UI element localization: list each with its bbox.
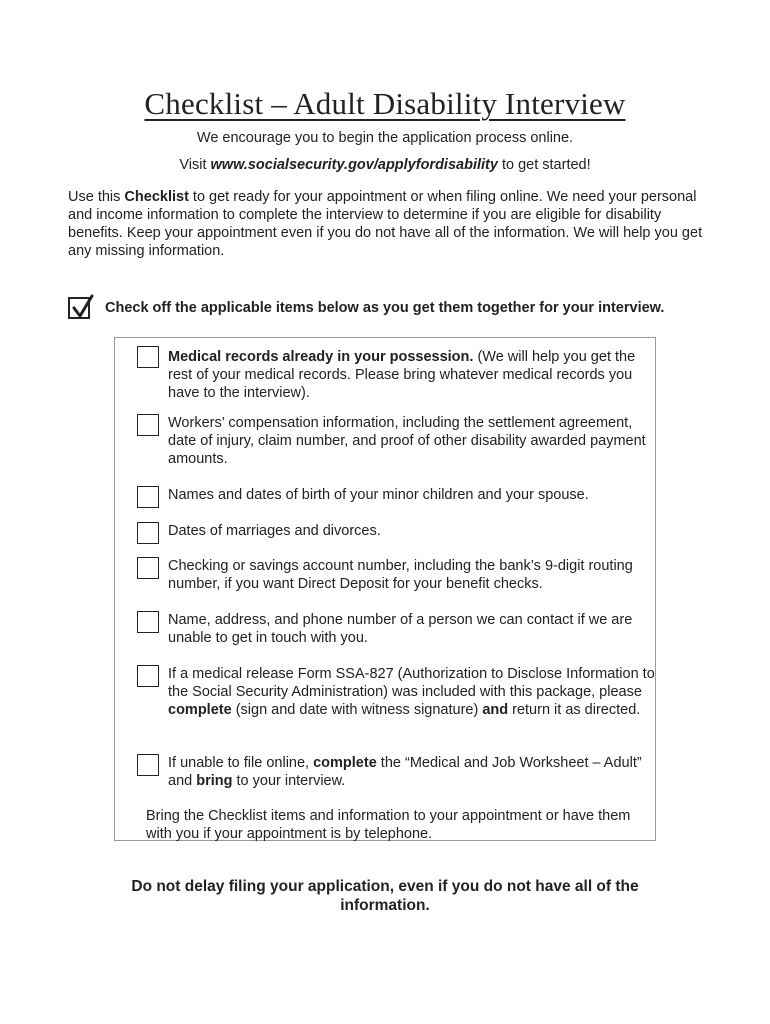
checklist-heading-text: Check off the applicable items below as you get them together for your interview. <box>105 300 665 316</box>
intro-visit-prefix: Visit <box>179 157 211 173</box>
checkbox-worksheet[interactable] <box>137 754 159 776</box>
checkbox-children[interactable] <box>137 486 159 508</box>
checkbox-contact-person[interactable] <box>137 611 159 633</box>
item-text <box>168 665 655 719</box>
item-part: the “Medical and Job Worksheet – Adult” and <box>168 755 642 789</box>
item-text: Name, address, and phone number of a person we can contact if we are unable to get in touch with you. <box>168 612 633 646</box>
checkbox-medical-records[interactable] <box>137 346 159 368</box>
item-text: Dates of marriages and divorces. <box>168 523 381 539</box>
box-footer-note: Bring the Checklist items and information to your appointment or have them with you if your appointment is by telephone. <box>146 808 631 842</box>
checked-box-icon <box>68 297 90 319</box>
item-bold: complete <box>313 755 377 771</box>
bottom-note <box>0 877 770 915</box>
item-bold: complete <box>168 702 232 718</box>
checkbox-bank-account[interactable] <box>137 557 159 579</box>
para-suffix: to get ready for your appointment or when filing online. We need your personal and income information to complete the interview to determine if you are eligible for disability benefits. Keep your appointment even if you do not have all of the information. We will help you get any missing information. <box>68 189 703 259</box>
intro-line-1: We encourage you to begin the application process online. <box>196 130 574 146</box>
item-text <box>168 754 655 790</box>
item-part: If unable to file online, <box>168 755 314 771</box>
para-prefix: Use this <box>68 189 125 205</box>
item-part: (sign and date with witness signature) <box>231 702 483 718</box>
checkbox-marriages[interactable] <box>137 522 159 544</box>
item-bold: and <box>482 702 509 718</box>
checklist-box <box>114 337 656 841</box>
bottom-note-text: Do not delay filing your application, even if you do not have all of the information. <box>131 878 639 914</box>
item-bold: bring <box>196 773 233 789</box>
item-text <box>168 348 655 402</box>
application-link[interactable]: www.socialsecurity.gov/applyfordisability <box>210 157 498 173</box>
para-bold-checklist: Checklist <box>124 189 189 205</box>
checkbox-workers-comp[interactable] <box>137 414 159 436</box>
instructions-paragraph <box>68 188 708 260</box>
item-text: Names and dates of birth of your minor children and your spouse. <box>168 487 589 503</box>
item-part: If a medical release Form SSA-827 (Authorization to Disclose Information to the Social Security Administration) was included with this package, please <box>168 666 655 700</box>
checkbox-ssa-827[interactable] <box>137 665 159 687</box>
item-text: Workers’ compensation information, including the settlement agreement, date of injury, claim number, and proof of other disability awarded payment amounts. <box>168 415 646 467</box>
item-text: Checking or savings account number, including the bank’s 9-digit routing number, if you want Direct Deposit for your benefit checks. <box>168 558 633 592</box>
intro-line-2 <box>0 157 770 173</box>
item-bold: Medical records already in your possession. <box>168 349 474 365</box>
item-rest: (We will help you get the rest of your medical records. Please bring whatever medical records you have to the interview). <box>168 349 636 401</box>
checklist-heading <box>68 297 728 323</box>
item-part: to your interview. <box>232 773 346 789</box>
item-part: return it as directed. <box>508 702 641 718</box>
page-title: Checklist – Adult Disability Interview <box>144 86 626 121</box>
intro-visit-suffix: to get started! <box>497 157 591 173</box>
